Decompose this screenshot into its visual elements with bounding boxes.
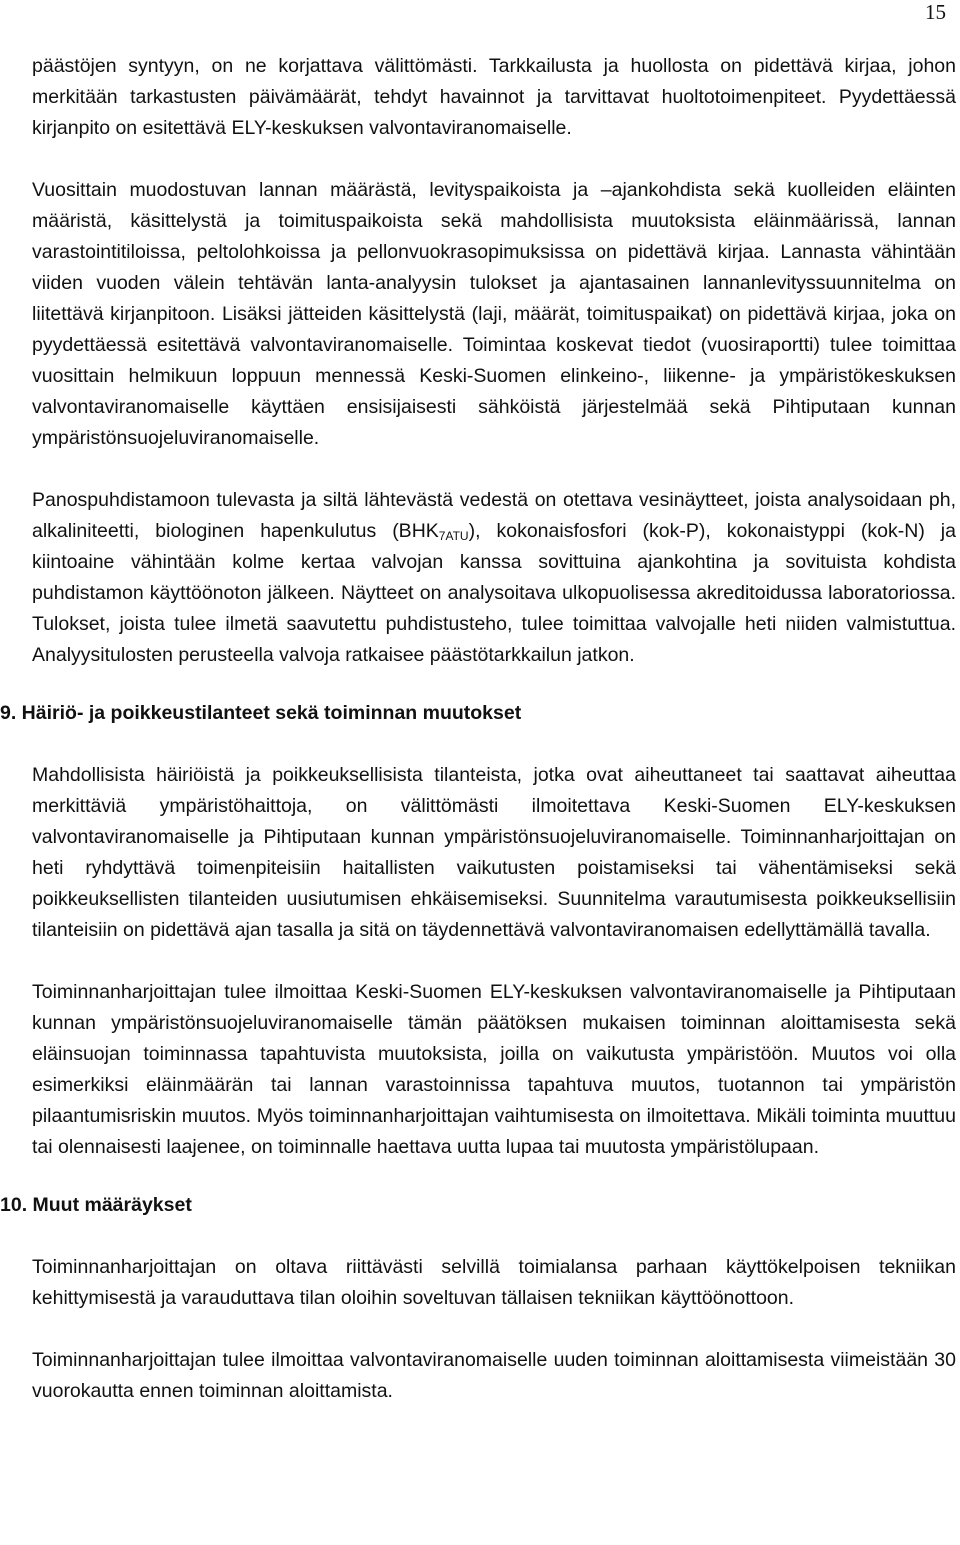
- document-body: [0, 51, 956, 1407]
- water-samples-text-b: ), kokonaisfosfori (kok-P), kokonaistyppi (kok-N) ja kiintoaine vähintään kolme kertaa valvojan kanssa sovittuina ajankohtina ja sovituista kohdista puhdistamon käyttöönoton jälkeen. Näytteet on analysoitava ulkopuolisessa akreditoidussa laboratoriossa. Tulokset, joista tulee ilmetä saavutettu puhdistusteho, tulee toimittaa valvojalle heti niiden valmistuttua. Analyysitulosten perusteella valvoja ratkaisee päästötarkkailun jatkon.: [32, 520, 956, 666]
- water-samples-text-a: Panospuhdistamoon tulevasta ja siltä lähtevästä vedestä on otettava vesinäytteet, joista analysoidaan ph, alkaliniteetti, biologinen hapenkulutus (BHK: [32, 489, 956, 542]
- paragraph-recordkeeping: päästöjen syntyyn, on ne korjattava välittömästi. Tarkkailusta ja huollosta on pidettävä kirjaa, johon merkitään tarkastusten päivämäärät, tehdyt havainnot ja tarvittavat huoltotoimenpiteet. Pyydettäessä kirjanpito on esitettävä ELY-keskuksen valvontaviranomaiselle.: [32, 55, 956, 139]
- paragraph-manure-records: Vuosittain muodostuvan lannan määrästä, levityspaikoista ja –ajankohdista sekä kuolleiden eläinten määristä, käsittelystä ja toimituspaikoista sekä mahdollisista muutoksista eläinmäärissä, lannan varastointitiloissa, peltolohkoissa ja pellonvuokrasopimuksissa on pidettävä kirjaa. Lannasta vähintään viiden vuoden välein tehtävän lanta-analyysin tulokset ja ajantasainen lannanlevityssuunnitelma on liitettävä kirjanpitoon. Lisäksi jätteiden käsittelystä (laji, määrät, toimituspaikat) on pidettävä kirjaa, joka on pyydettäessä esitettävä valvontaviranomaiselle. Toimintaa koskevat tiedot (vuosiraportti) tulee toimittaa vuosittain helmikuun loppuun mennessä Keski-Suomen elinkeino-, liikenne- ja ympäristökeskuksen valvontaviranomaiselle käyttäen ensisijaisesti sähköistä järjestelmää sekä Pihtiputaan kunnan ympäristönsuojeluviranomaiselle.: [32, 179, 956, 449]
- paragraph-start-notification: Toiminnanharjoittajan tulee ilmoittaa valvontaviranomaiselle uuden toiminnan aloittamisesta viimeistään 30 vuorokautta ennen toiminnan aloittamista.: [32, 1349, 956, 1402]
- section-heading-9: 9. Häiriö- ja poikkeustilanteet sekä toiminnan muutokset: [0, 702, 522, 724]
- paragraph-water-samples: [32, 485, 956, 671]
- paragraph-change-notification: Toiminnanharjoittajan tulee ilmoittaa Keski-Suomen ELY-keskuksen valvontaviranomaiselle ja Pihtiputaan kunnan ympäristönsuojeluviranomaiselle tämän päätöksen mukaisen toiminnan aloittamisesta sekä eläinsuojan toiminnassa tapahtuvista muutoksista, joilla on vaikutusta ympäristöön. Muutos voi olla esimerkiksi eläinmäärän tai lannan varastoinnissa tapahtuva muutos, tuotannon tai ympäristön pilaantumisriskin muutos. Myös toiminnanharjoittajan vaihtumisesta on ilmoitettava. Mikäli toiminta muuttuu tai olennaisesti laajenee, on toiminnalle haettava uutta lupaa tai muutosta ympäristölupaan.: [32, 981, 956, 1158]
- bhk-subscript: 7ATU: [438, 529, 469, 543]
- page-number: 15: [925, 0, 946, 24]
- section-heading-10: 10. Muut määräykset: [0, 1194, 192, 1216]
- paragraph-best-technique: Toiminnanharjoittajan on oltava riittävästi selvillä toimialansa parhaan käyttökelpoisen tekniikan kehittymisestä ja varauduttava tilan oloihin soveltuvan tällaisen tekniikan käyttöönottoon.: [32, 1256, 956, 1309]
- paragraph-disturbances: Mahdollisista häiriöistä ja poikkeuksellisista tilanteista, jotka ovat aiheuttaneet tai saattavat aiheuttaa merkittäviä ympäristöhaittoja, on välittömästi ilmoitettava Keski-Suomen ELY-keskuksen valvontaviranomaiselle ja Pihtiputaan kunnan ympäristönsuojeluviranomaiselle. Toiminnanharjoittajan on heti ryhdyttävä toimenpiteisiin haitallisten vaikutusten poistamiseksi tai vähentämiseksi sekä poikkeuksellisten tilanteiden uusiutumisen ehkäisemiseksi. Suunnitelma varautumisesta poikkeuksellisiin tilanteisiin on pidettävä ajan tasalla ja sitä on täydennettävä valvontaviranomaisen edellyttämällä tavalla.: [32, 764, 956, 941]
